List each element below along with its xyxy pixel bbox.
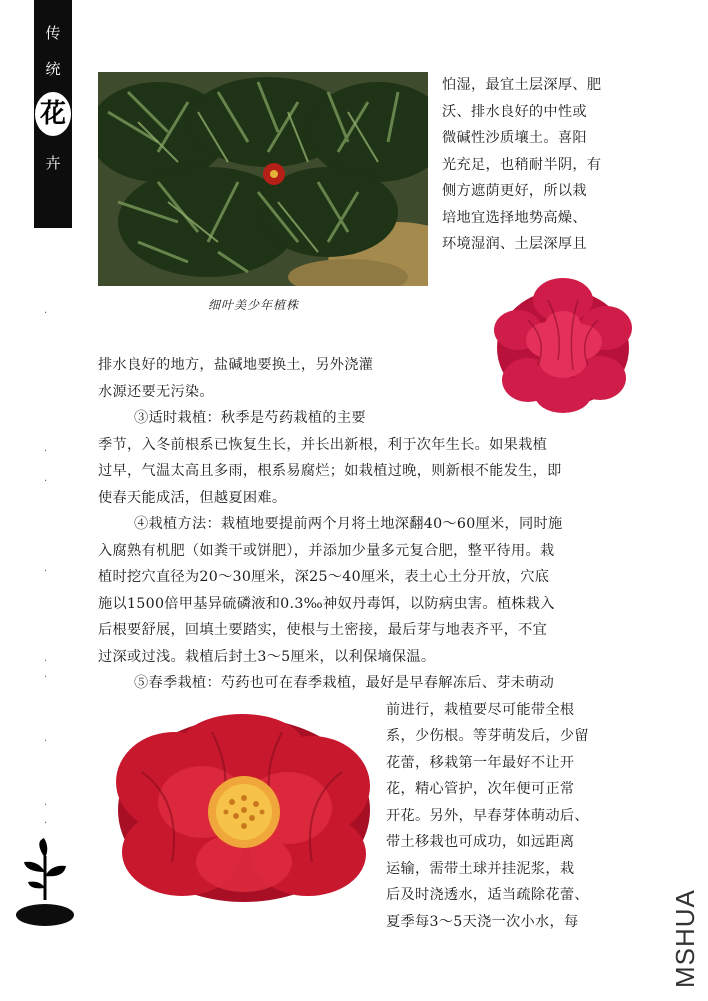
photo-caption: 细叶美少年植株: [208, 298, 300, 312]
text-line: 排水良好的地方，盐碱地要换土，另外浇灌: [98, 357, 374, 373]
margin-dot: ·: [44, 672, 48, 683]
text-line: 水源还要无污染。: [98, 383, 214, 400]
side-tab-char-2: 统: [45, 60, 61, 78]
text-line: ⑤春季栽植：芍药也可在春季栽植，最好是早春解冻后、芽未萌动: [134, 675, 555, 691]
text-line: 过早，气温太高且多雨，根系易腐烂；如栽植过晚，则新根不能发生，即: [98, 463, 562, 479]
text-line: 入腐熟有机肥（如粪干或饼肥），并添加少量多元复合肥，整平待用。栽: [98, 542, 555, 559]
text-line: 前进行，栽植要尽可能带全根: [386, 701, 575, 718]
text-line: ④栽植方法：栽植地要提前两个月将土地深翻40～60厘米，同时施: [134, 516, 563, 532]
text-line: ③适时栽植：秋季是芍药栽植的主要: [134, 410, 366, 426]
margin-dot: ·: [44, 476, 48, 487]
text-line: 后及时浇透水，适当疏除花蕾、: [386, 887, 589, 903]
side-tab-char-3: 花: [35, 92, 71, 136]
margin-dot: ·: [44, 800, 48, 811]
text-line: 侧方遮荫更好，所以栽: [442, 183, 587, 199]
red-peony-photo: [488, 270, 638, 418]
margin-dot: ·: [44, 656, 48, 667]
side-tab-char-1: 传: [45, 24, 61, 42]
single-peony-photo: [112, 712, 374, 908]
text-line: 环境湿润、土层深厚且: [442, 236, 587, 252]
text-line: 系，少伤根。等芽萌发后，少留: [386, 728, 589, 744]
plant-sprout-icon: [24, 838, 66, 900]
margin-dot: ·: [44, 308, 48, 319]
chapter-side-tab: [34, 0, 72, 228]
watermark: [668, 880, 702, 990]
text-line: 植时挖穴直径为20～30厘米，深25～40厘米，表土心土分开放，穴底: [98, 569, 550, 585]
text-line: 怕湿，最宜土层深厚、肥: [442, 77, 602, 93]
text-line: 施以1500倍甲基异硫磷液和0.3‰神奴丹毒饵，以防病虫害。植株栽入: [98, 595, 555, 612]
peony-plant-photo: [98, 72, 428, 286]
watermark-text: MSHUA: [670, 889, 700, 988]
text-line: 开花。另外，早春芽体萌动后、: [386, 807, 589, 824]
text-line: 后根要舒展，回填土要踏实，使根与土密接，最后芽与地表齐平，不宜: [98, 622, 548, 638]
text-line: 过深或过浅。栽植后封土3～5厘米，以利保墒保温。: [98, 648, 436, 665]
text-line: 培地宜选择地势高燥、: [442, 209, 587, 226]
text-line: 花，精心管护，次年便可正常: [386, 781, 575, 797]
text-line: 季节，入冬前根系已恢复生长，并长出新根，利于次年生长。如果栽植: [98, 436, 548, 453]
text-line: 运输，需带土球并挂泥浆，栽: [386, 860, 575, 877]
text-line: 沃、排水良好的中性或: [442, 103, 587, 120]
text-line: 光充足，也稍耐半阴，有: [442, 156, 602, 173]
text-line: 微碱性沙质壤土。喜阳: [442, 130, 587, 146]
side-tab-char-4: 卉: [45, 154, 61, 172]
margin-dot: ·: [44, 736, 48, 747]
margin-dot: ·: [44, 446, 48, 457]
page-number: [16, 904, 74, 926]
margin-dot: ·: [44, 566, 48, 577]
text-line: 使春天能成活，但越夏困难。: [98, 489, 287, 506]
text-line: 花蕾，移栽第一年最好不让开: [386, 754, 575, 771]
text-line: 带土移栽也可成功，如远距离: [386, 834, 575, 850]
margin-dot: ·: [44, 818, 48, 829]
text-line: 夏季每3～5天浇一次小水，每: [386, 913, 579, 930]
